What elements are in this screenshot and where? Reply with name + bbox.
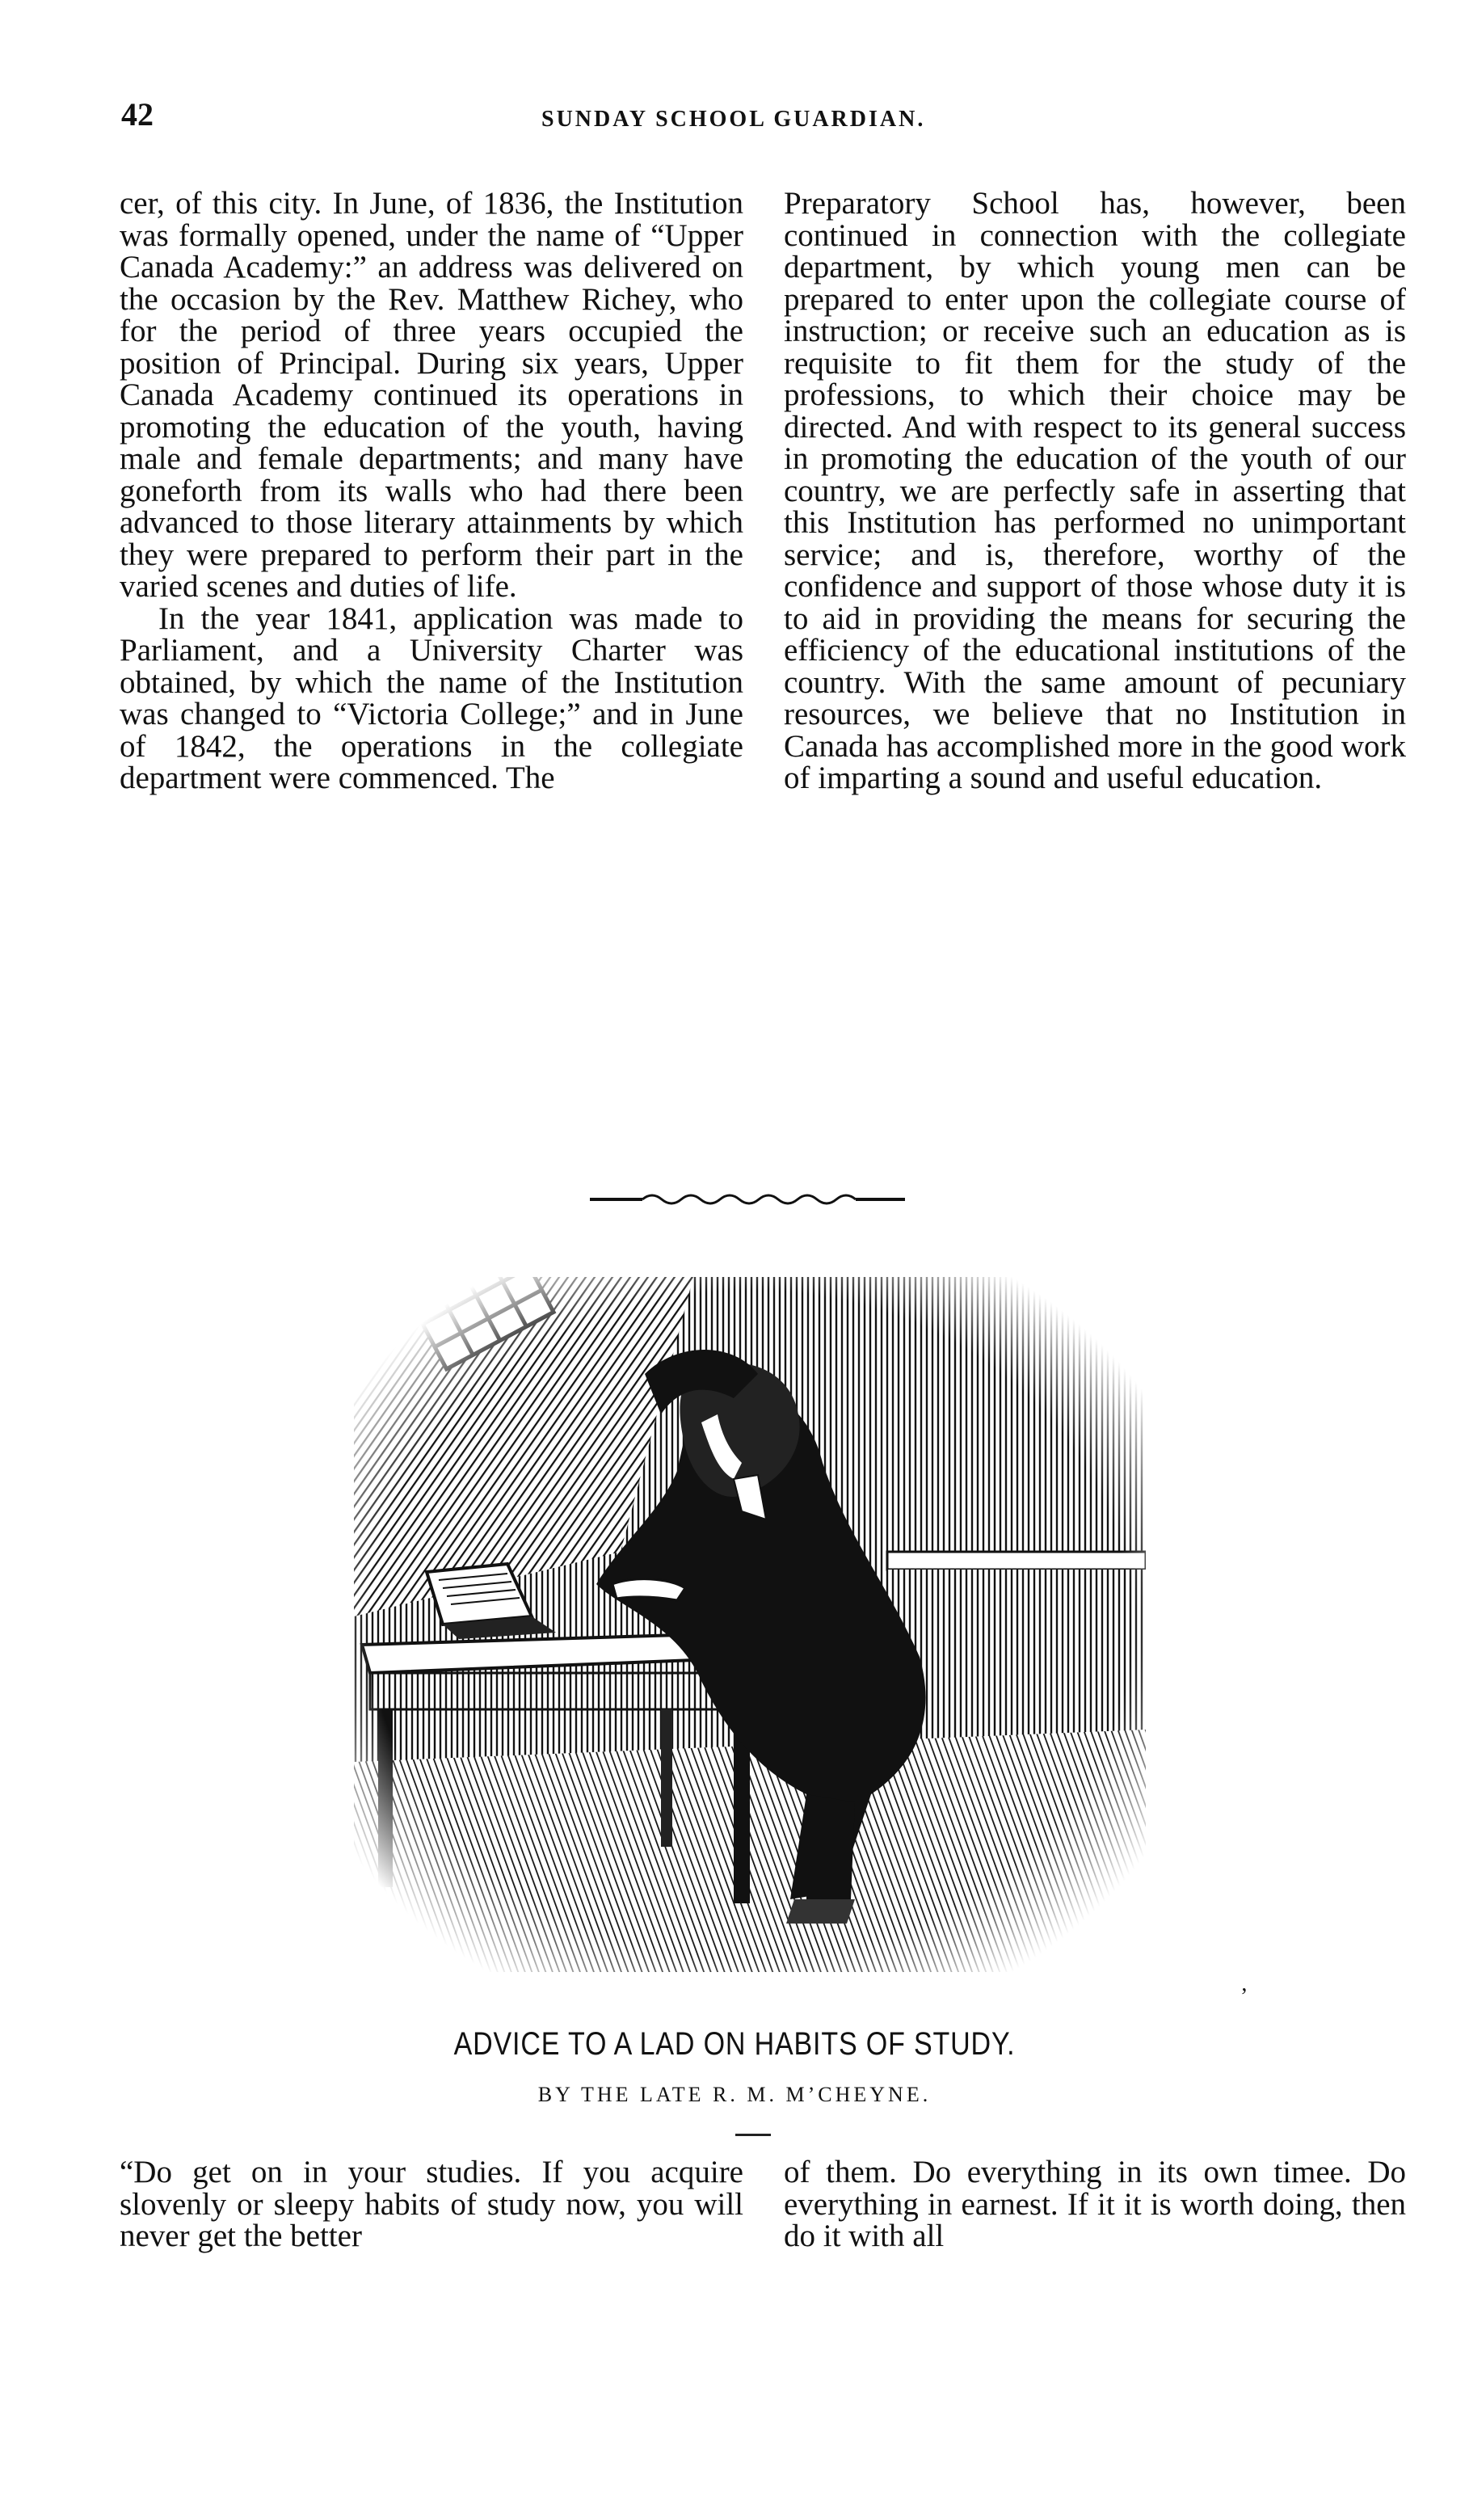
left-column-bottom bbox=[120, 2156, 743, 2252]
paragraph: In the year 1841, application was made to Parliament, and a University Charter was obtained, by which the name of the Institution was changed to “Victoria College;” and in June of 1842, the operations in the collegiate department were commenced. The bbox=[120, 601, 743, 795]
page-number: 42 bbox=[121, 96, 154, 133]
stray-print-mark: ʼ bbox=[1240, 1984, 1248, 2009]
running-head: SUNDAY SCHOOL GUARDIAN. bbox=[541, 107, 926, 132]
paragraph: cer, of this city. In June, of 1836, the Institution was formally opened, under the name of “Upper Canada Academy:” an address was delivered on the occasion by the Rev. Matthew Richey, who for the period of three years occupied the position of Principal. During six years, Upper Canada Academy continued its operations in promoting the education of the youth, having male and female departments; and many have goneforth from its walls who had there been advanced to those literary attainments by which they were prepared to perform their part in the varied scenes and duties of life. bbox=[120, 186, 743, 604]
engraving-student-at-desk-icon bbox=[354, 1277, 1146, 1972]
article-title: ADVICE TO A LAD ON HABITS OF STUDY. bbox=[453, 2026, 1016, 2062]
article-byline: BY THE LATE R. M. M’CHEYNE. bbox=[537, 2083, 932, 2106]
paragraph: “Do get on in your studies. If you acquire slovenly or sleepy habits of study now, you will never get the better bbox=[120, 2155, 743, 2253]
left-column-top bbox=[120, 188, 743, 794]
paragraph: of them. Do everything in its own timee. Do everything in earnest. If it it is worth doing, then do it with all bbox=[784, 2155, 1406, 2253]
paragraph: Preparatory School has, however, been continued in connection with the collegiate department, by which young men can be prepared to enter upon the collegiate course of instruction; or receive such an education as is requisite to fit them for the study of the professions, to which their choice may be directed. And with respect to its general success in promoting the education of the youth of our country, we are perfectly safe in asserting that this Institution has performed no unimportant service; and is, therefore, worthy of the confidence and support of those whose duty it is to aid in providing the means for securing the efficiency of the educational institutions of the country. With the same amount of pecuniary resources, we believe that no Institution in Canada has accomplished more in the good work of imparting a sound and useful education. bbox=[784, 186, 1406, 795]
page-header bbox=[121, 95, 1406, 144]
right-column-bottom bbox=[784, 2156, 1406, 2252]
short-rule bbox=[735, 2134, 771, 2136]
ornamental-divider bbox=[586, 1188, 909, 1212]
right-column-top bbox=[784, 188, 1406, 794]
